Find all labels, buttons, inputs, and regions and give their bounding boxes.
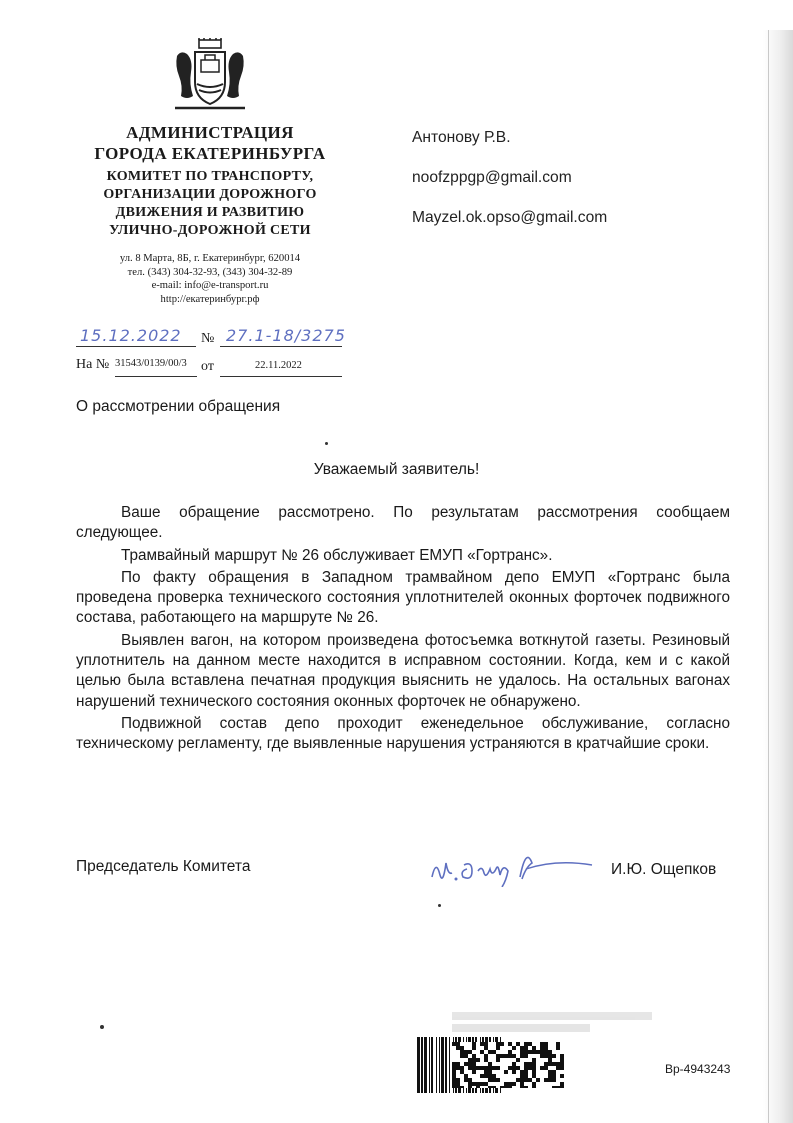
recipient-email: noofzppgp@gmail.com [412,169,572,186]
body-paragraph: Выявлен вагон, на котором произведена фотосъемка воткнутой газеты. Резиновый уплотнитель на данном месте находится в исправном состоянии. Когда, кем и с какой целью была вставлена печатная продукция выяснить не удалось. На остальных вагонах нарушений технического состояния оконных форточек не обнаружено. [76,631,730,710]
org-title-line2: ГОРОДА ЕКАТЕРИНБУРГА [94,144,326,163]
salutation: Уважаемый заявитель! [313,461,480,478]
signer-position: Председатель Комитета [76,858,251,875]
committee-line: ДВИЖЕНИЯ И РАЗВИТИЮ [115,205,305,220]
body-paragraph: Трамвайный маршрут № 26 обслуживает ЕМУП «Гортранс». [121,546,553,564]
number-underline [220,346,342,347]
sender-email: e-mail: info@e-transport.ru [151,280,269,291]
coat-of-arms-icon [171,38,249,114]
recipient-email: Mayzel.ok.opso@gmail.com [412,209,608,226]
committee-line: ОРГАНИЗАЦИИ ДОРОЖНОГО [103,187,317,202]
sender-address: ул. 8 Марта, 8Б, г. Екатеринбург, 620014 [119,253,301,264]
sender-phone: тел. (343) 304-32-93, (343) 304-32-89 [127,266,293,278]
registration-number-label: № [201,331,215,346]
reference-label: На № [76,357,110,372]
scan-speck [438,904,441,907]
letter-body [76,503,730,757]
body-paragraph: По факту обращения в Западном трамвайном депо ЕМУП «Гортранс была проведена проверка технического состояния уплотнителей оконных форточек подвижного состава, работающего на маршруте № 26. [76,568,730,627]
ref-date-underline [220,376,342,377]
org-title-line1: АДМИНИСТРАЦИЯ [126,123,294,142]
committee-line: КОМИТЕТ ПО ТРАНСПОРТУ, [106,169,314,184]
reference-from-label: от [201,359,214,374]
recipient-name: Антонову Р.В. [412,129,511,146]
sender-block [60,122,360,306]
signer-name: И.Ю. Ощепков [611,861,717,878]
reference-number: 31543/0139/00/3 [115,358,187,369]
reference-date: 22.11.2022 [255,360,302,371]
body-paragraph: Подвижной состав депо проходит еженедельное обслуживание, согласно техническому регламенту, где выявленные нарушения устраняются в кратчайшие сроки. [76,714,730,753]
committee-line: УЛИЧНО-ДОРОЖНОЙ СЕТИ [109,223,311,238]
handwritten-signature [426,847,596,887]
body-paragraph: Ваше обращение рассмотрено. По результатам рассмотрения сообщаем следующее. [76,504,730,542]
document-code: Вр-4943243 [665,1062,731,1076]
committee-name [60,168,360,240]
date-underline [76,346,196,347]
ref-number-underline [115,376,197,377]
letter-subject: О рассмотрении обращения [76,398,281,415]
sender-website: http://екатеринбург.рф [160,293,260,305]
registration-number-handwritten: 27.1-18/3275 [226,326,346,345]
scan-speck [325,442,328,445]
matrix-code-icon [452,1042,564,1088]
scan-speck [100,1025,104,1029]
page-edge-line [768,30,769,1123]
sender-contacts [60,252,360,306]
recipients-block [412,128,607,248]
registration-date-handwritten: 15.12.2022 [80,326,182,345]
